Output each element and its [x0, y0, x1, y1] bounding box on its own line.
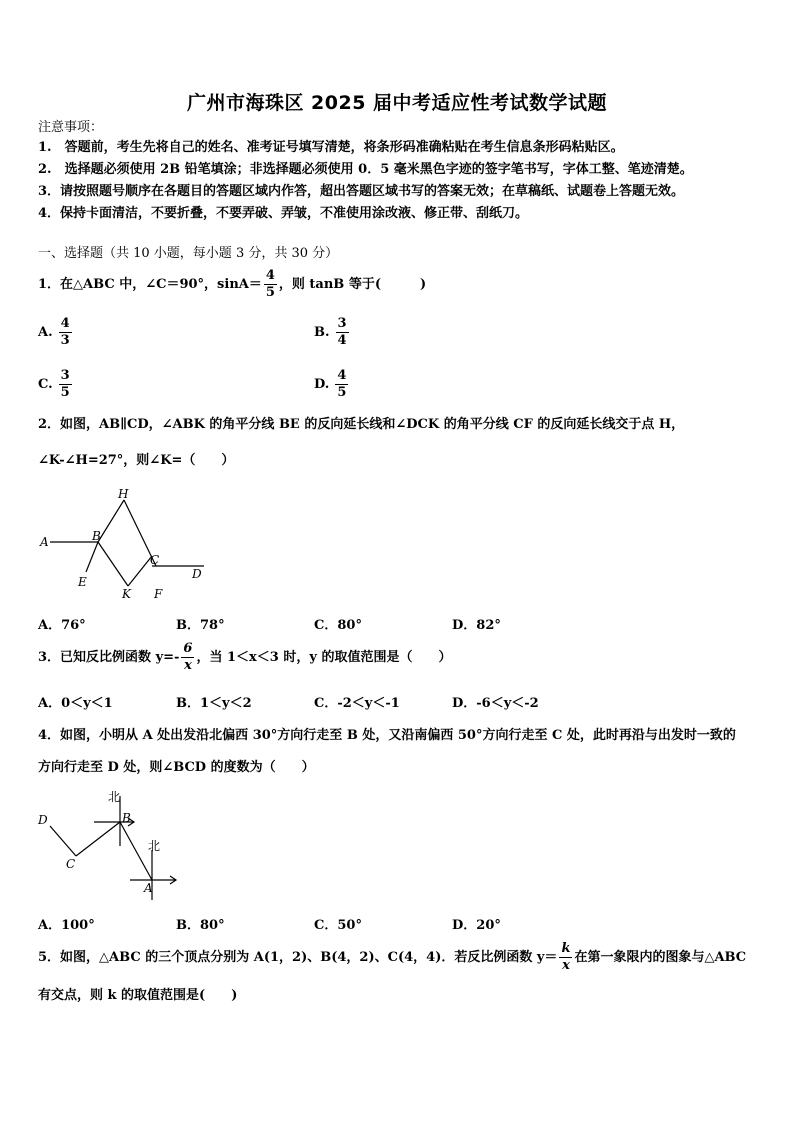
notice-item-2: 2. 选择题必须使用 2B 铅笔填涂；非选择题必须使用 0．5 毫米黑色字迹的签字笔书写，字体工整、笔迹清楚。: [38, 162, 693, 177]
q5-fraction: $\frac{k}{x}$: [561, 941, 571, 973]
q1-stem-pre: 1．在△ABC 中，∠C＝90°，sinA＝: [38, 277, 262, 292]
q2-label-h: H: [118, 487, 129, 501]
q4-option-d: D．20°: [452, 918, 501, 933]
q1-option-b: B. $\frac{3}{4}$: [314, 316, 347, 348]
q3-stem-post: ，当 1＜x＜3 时，y 的取值范围是（ ）: [196, 650, 452, 665]
q2-label-c: C: [150, 553, 160, 567]
q2-stem-line2: ∠K-∠H=27°，则∠K=（ ）: [38, 453, 235, 468]
q2-option-a: A．76°: [38, 618, 86, 633]
notice-heading: 注意事项：: [38, 120, 104, 135]
q1-option-a: A. $\frac{4}{3}$: [38, 316, 70, 348]
notice-item-3: 3．请按照题号顺序在各题目的答题区域内作答，超出答题区域书写的答案无效；在草稿纸、试题卷上答题无效。: [38, 184, 685, 199]
q4-stem-line2: 方向行走至 D 处，则∠BCD 的度数为（ ）: [38, 760, 315, 775]
q4-label-b: B: [122, 811, 131, 825]
q4-option-a: A．100°: [38, 918, 95, 933]
q1-option-c: C. $\frac{3}{5}$: [38, 368, 70, 400]
q3-option-c: C．-2＜y＜-1: [314, 696, 400, 711]
q2-option-c: C．80°: [314, 618, 362, 633]
q2-option-d: D．82°: [452, 618, 501, 633]
q4-north-label-a: 北: [148, 839, 161, 853]
q4-label-a: A: [144, 881, 153, 895]
q2-option-b: B．78°: [176, 618, 225, 633]
q1-fraction: $\frac{4}{5}$: [265, 268, 275, 300]
question-5: [38, 940, 746, 976]
q4-label-c: C: [66, 857, 76, 871]
notice-item-1: 1. 答题前，考生先将自己的姓名、准考证号填写清楚，将条形码准确粘贴在考生信息条形码粘贴区。: [38, 140, 624, 155]
q5-stem-line2: 有交点，则 k 的取值范围是( ): [38, 988, 238, 1003]
q5-stem-pre: 5．如图，△ABC 的三个顶点分别为 A(1，2)、B(4，2)、C(4，4)．若反比例函数 y＝: [38, 950, 558, 965]
q2-label-b: B: [92, 529, 101, 543]
q1-stem-post: ，则 tanB 等于( ): [278, 277, 427, 292]
q4-option-b: B．80°: [176, 918, 225, 933]
q3-option-b: B．1＜y＜2: [176, 696, 252, 711]
q3-option-d: D．-6＜y＜-2: [452, 696, 539, 711]
q4-label-d: D: [38, 813, 48, 827]
q2-label-a: A: [40, 535, 49, 549]
q2-label-d: D: [192, 567, 202, 581]
question-3: [38, 640, 451, 676]
q4-option-c: C．50°: [314, 918, 362, 933]
q4-figure: [34, 788, 204, 906]
page-title: 广州市海珠区 2025 届中考适应性考试数学试题: [186, 92, 608, 114]
q3-option-a: A．0＜y＜1: [38, 696, 113, 711]
notice-item-4: 4．保持卡面清洁，不要折叠，不要弄破、弄皱，不准使用涂改液、修正带、刮纸刀。: [38, 206, 529, 221]
q2-figure: [36, 484, 216, 604]
q3-stem-pre: 3．已知反比例函数 y=-: [38, 650, 180, 665]
q4-stem-line1: 4．如图，小明从 A 处出发沿北偏西 30°方向行走至 B 处，又沿南偏西 50°方向行走至 C 处，此时再沿与出发时一致的: [38, 728, 736, 743]
q5-stem-post: 在第一象限内的图象与△ABC: [574, 950, 747, 965]
q2-label-e: E: [78, 575, 87, 589]
q4-north-label-b: 北: [108, 790, 121, 804]
q2-label-k: K: [122, 587, 131, 601]
section-heading: 一、选择题（共 10 小题，每小题 3 分，共 30 分）: [38, 246, 339, 261]
q3-fraction: $\frac{6}{x}$: [183, 641, 193, 673]
q2-stem-line1: 2．如图，AB∥CD，∠ABK 的角平分线 BE 的反向延长线和∠DCK 的角平分线 CF 的反向延长线交于点 H，: [38, 417, 685, 432]
q1-option-d: D. $\frac{4}{5}$: [314, 368, 347, 400]
question-1: [38, 268, 426, 302]
q2-label-f: F: [154, 587, 163, 601]
